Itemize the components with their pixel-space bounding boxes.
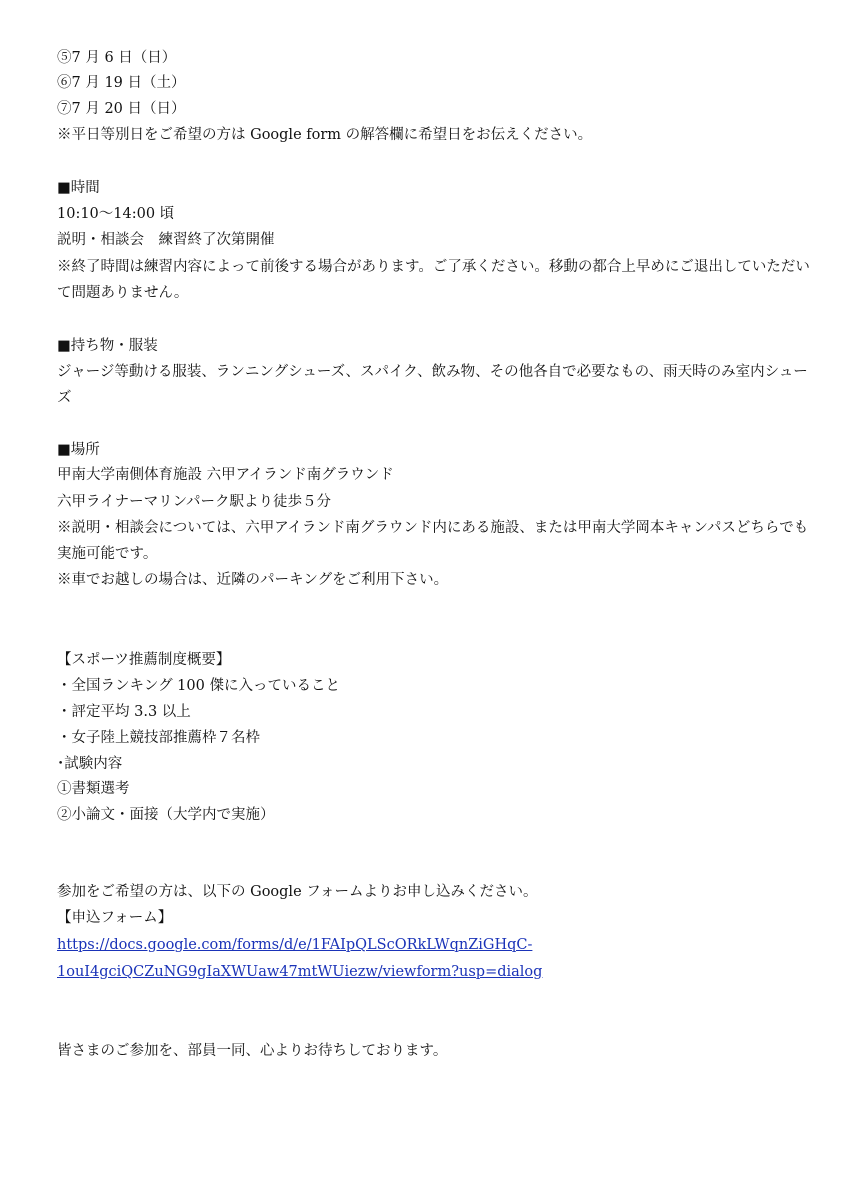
form-link-line1[interactable]: https://docs.google.com/forms/d/e/1FAIpQLScORkLWqnZiGHqC- bbox=[57, 937, 533, 953]
belongings-heading: ■持ち物・服装 bbox=[57, 338, 158, 354]
date-item-7: ⑦7 月 20 日（日） bbox=[57, 101, 186, 117]
exam-item: ①書類選考 bbox=[57, 781, 130, 797]
belongings-line1: ジャージ等動ける服装、ランニングシューズ、スパイク、飲み物、その他各自で必要なもの、雨天時のみ室内シュー bbox=[57, 364, 808, 380]
date-item-5: ⑤7 月 6 日（日） bbox=[57, 50, 177, 66]
exam-heading: ･試験内容 bbox=[57, 756, 123, 772]
place-note1-line1: ※説明・相談会については、六甲アイランド南グラウンド内にある施設、または甲南大学岡本キャンパスどちらでも bbox=[57, 520, 809, 536]
place-access: 六甲ライナーマリンパーク駅より徒歩５分 bbox=[57, 494, 332, 510]
dates-note: ※平日等別日をご希望の方は Google form の解答欄に希望日をお伝えください。 bbox=[57, 127, 593, 143]
place-note2: ※車でお越しの場合は、近隣のパーキングをご利用下さい。 bbox=[57, 572, 449, 588]
time-note-line1: ※終了時間は練習内容によって前後する場合があります。ご了承ください。移動の都合上早めにご退出していただい bbox=[57, 259, 810, 275]
place-venue: 甲南大学南側体育施設 六甲アイランド南グラウンド bbox=[57, 467, 394, 483]
overview-item: ・女子陸上競技部推薦枠７名枠 bbox=[57, 730, 260, 746]
time-note-line2: て問題ありません。 bbox=[57, 285, 189, 301]
exam-item: ②小論文・面接（大学内で実施） bbox=[57, 807, 275, 823]
closing-message: 皆さまのご参加を、部員一同、心よりお待ちしております。 bbox=[57, 1043, 448, 1059]
time-range: 10:10〜14:00 頃 bbox=[57, 206, 175, 222]
overview-heading: 【スポーツ推薦制度概要】 bbox=[57, 652, 231, 668]
overview-item: ・評定平均 3.3 以上 bbox=[57, 704, 191, 720]
time-session: 説明・相談会 練習終了次第開催 bbox=[57, 232, 275, 248]
time-heading: ■時間 bbox=[57, 180, 100, 196]
place-note1-line2: 実施可能です。 bbox=[57, 546, 158, 562]
belongings-line2: ズ bbox=[57, 390, 72, 406]
form-heading: 【申込フォーム】 bbox=[57, 910, 173, 926]
form-link-line2[interactable]: 1ouI4gciQCZuNG9gIaXWUaw47mtWUiezw/viewform?usp=dialog bbox=[57, 964, 543, 980]
date-item-6: ⑥7 月 19 日（土） bbox=[57, 75, 186, 91]
place-heading: ■場所 bbox=[57, 442, 100, 458]
overview-item: ・全国ランキング 100 傑に入っていること bbox=[57, 678, 340, 694]
apply-intro: 参加をご希望の方は、以下の Google フォームよりお申し込みください。 bbox=[57, 884, 538, 900]
